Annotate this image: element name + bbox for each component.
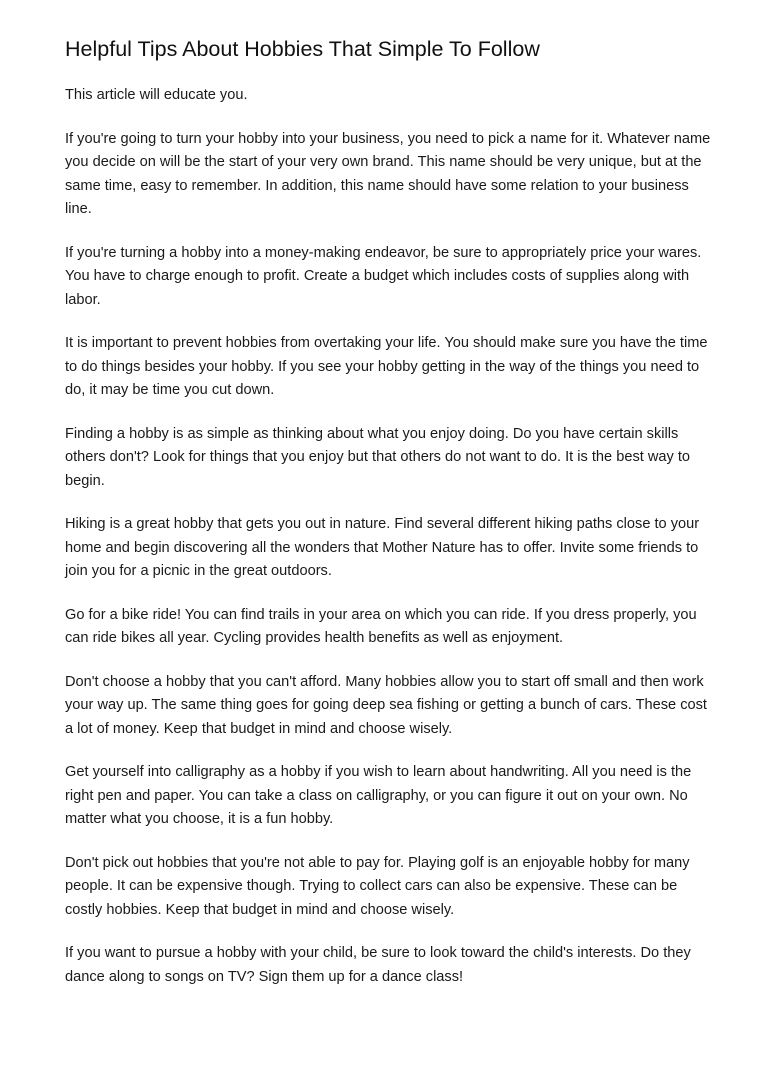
document-title: Helpful Tips About Hobbies That Simple To Follow: [65, 37, 540, 61]
paragraph-8: Get yourself into calligraphy as a hobby if you wish to learn about handwriting. All you need is the right pen and paper. You can take a class on calligraphy, or you can figure it out on your own. No matter what you choose, it is a fun hobby.: [65, 764, 692, 827]
paragraph-5: Hiking is a great hobby that gets you out in nature. Find several different hiking paths close to your home and begin discovering all the wonders that Mother Nature has to offer. Invite some friends to join you for a picnic in the great outdoors.: [65, 516, 700, 579]
paragraph-7: Don't choose a hobby that you can't afford. Many hobbies allow you to start off small and then work your way up. The same thing goes for going deep sea fishing or getting a bunch of cars. These cost a lot of money. Keep that budget in mind and choose wisely.: [65, 673, 707, 737]
paragraph-4: Finding a hobby is as simple as thinking about what you enjoy doing. Do you have certain skills others don't? Look for things that you enjoy but that others do not want to do. It is the best way to begin.: [65, 425, 691, 489]
paragraph-3: It is important to prevent hobbies from overtaking your life. You should make sure you have the time to do things besides your hobby. If you see your hobby getting in the way of the things you need to do, it may be time you cut down.: [65, 335, 708, 398]
paragraph-1: If you're going to turn your hobby into your business, you need to pick a name for it. Whatever name you decide on will be the start of your very own brand. This name should be very unique, but at the same time, easy to remember. In addition, this name should have some relation to your business line.: [65, 130, 711, 217]
paragraph-6: Go for a bike ride! You can find trails in your area on which you can ride. If you dress properly, you can ride bikes all year. Cycling provides health benefits as well as enjoyment.: [65, 606, 697, 646]
paragraph-2: If you're turning a hobby into a money-making endeavor, be sure to appropriately price your wares. You have to charge enough to profit. Create a budget which includes costs of supplies along with labor.: [65, 244, 702, 308]
paragraph-9: Don't pick out hobbies that you're not able to pay for. Playing golf is an enjoyable hobby for many people. It can be expensive though. Trying to collect cars can also be expensive. These can be costly hobbies. Keep that budget in mind and choose wisely.: [65, 854, 690, 918]
paragraph-10: If you want to pursue a hobby with your child, be sure to look toward the child's interests. Do they dance along to songs on TV? Sign them up for a dance class!: [65, 945, 691, 985]
intro-paragraph: This article will educate you.: [65, 87, 248, 103]
